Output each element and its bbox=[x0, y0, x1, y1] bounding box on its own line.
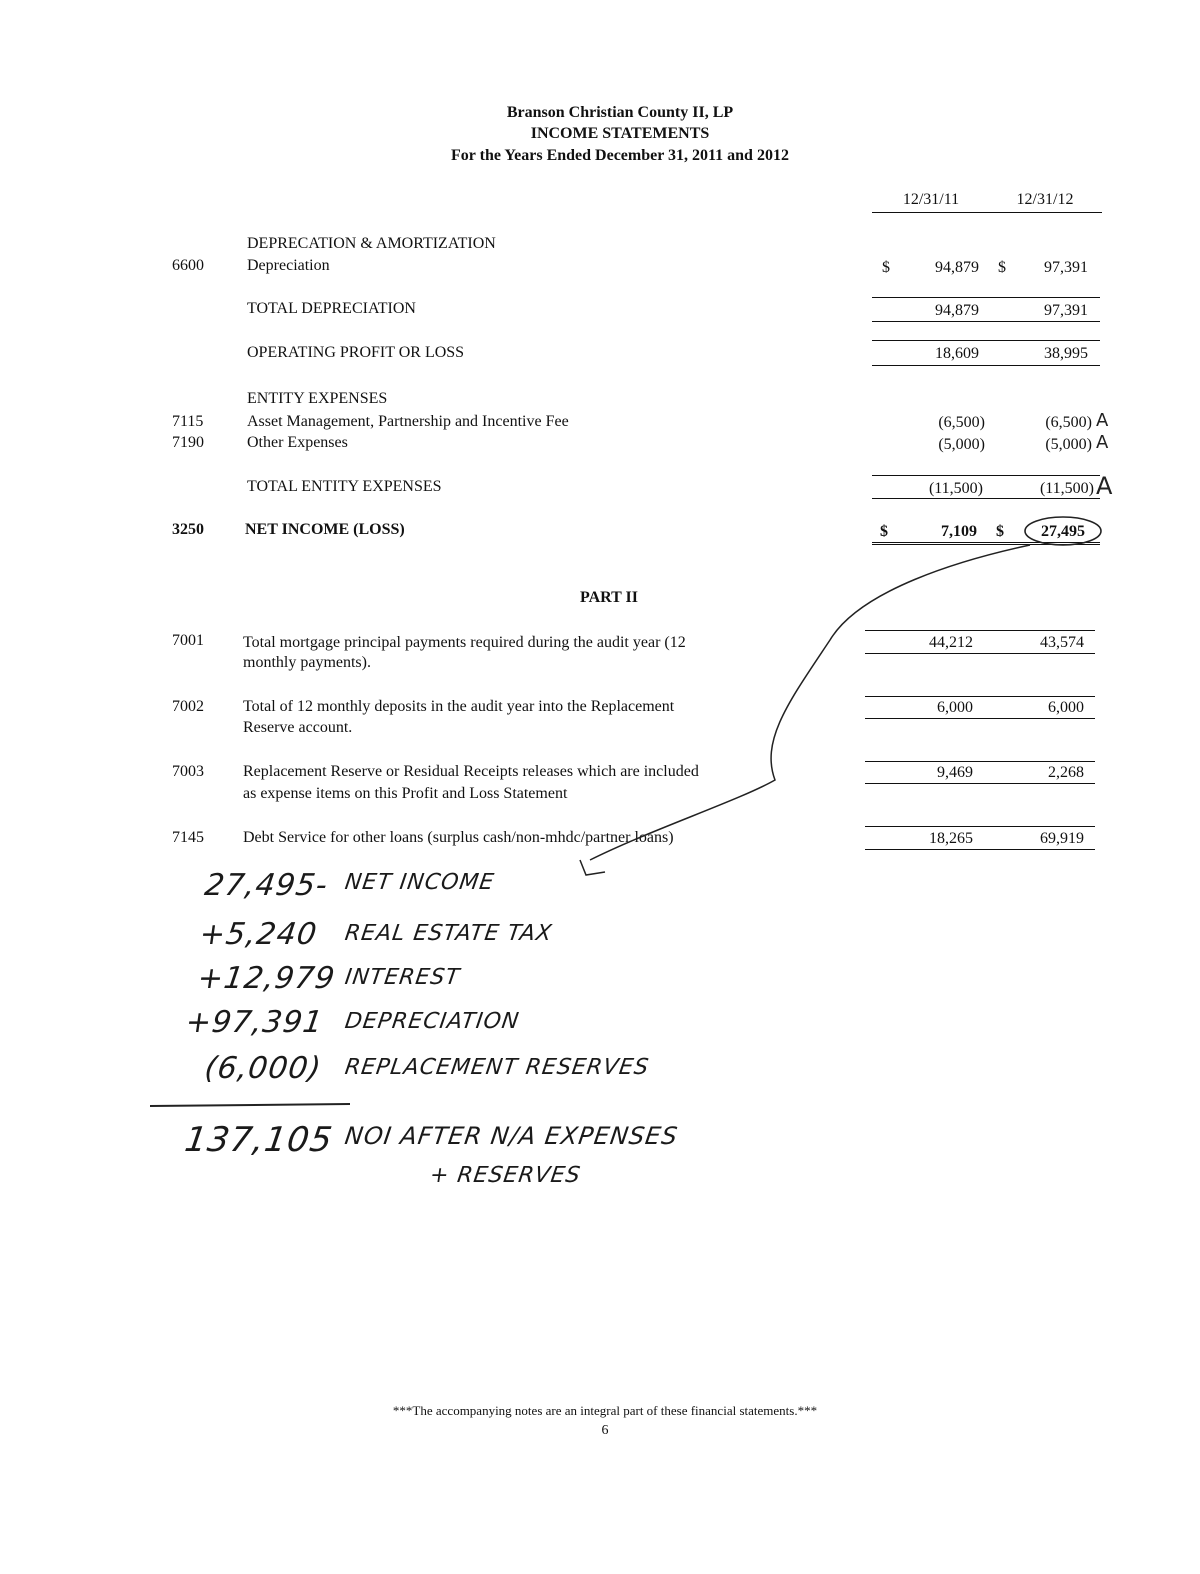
handwritten-total-description: NOI AFTER N/A EXPENSES bbox=[343, 1122, 680, 1150]
reserve-releases-2011: 9,469 bbox=[937, 764, 973, 781]
currency-symbol: $ bbox=[882, 259, 890, 276]
replacement-deposits-2012: 6,000 bbox=[1048, 699, 1084, 716]
handwritten-amount: +5,240 bbox=[197, 917, 320, 952]
arrow-head bbox=[580, 860, 605, 875]
currency-symbol: $ bbox=[998, 259, 1006, 276]
section-entity-title: ENTITY EXPENSES bbox=[247, 390, 388, 407]
handwritten-amount: (6,000) bbox=[202, 1051, 324, 1086]
operating-profit-2011: 18,609 bbox=[935, 345, 979, 362]
total-depreciation-2011: 94,879 bbox=[935, 302, 979, 319]
handwritten-description: REPLACEMENT RESERVES bbox=[343, 1055, 651, 1080]
handwritten-amount: +97,391 bbox=[183, 1005, 326, 1040]
account-code: 6600 bbox=[172, 257, 204, 274]
handwritten-description: DEPRECIATION bbox=[343, 1009, 522, 1034]
net-income-2011: 7,109 bbox=[941, 523, 977, 540]
net-income-label: NET INCOME (LOSS) bbox=[245, 521, 405, 538]
row-label-line2: monthly payments). bbox=[243, 654, 371, 671]
reserve-releases-2012: 2,268 bbox=[1048, 764, 1084, 781]
account-code: 7001 bbox=[172, 632, 204, 649]
handwritten-description: REAL ESTATE TAX bbox=[343, 921, 554, 946]
total-depreciation-label: TOTAL DEPRECIATION bbox=[247, 300, 416, 317]
handwritten-a-mark: A bbox=[1096, 472, 1113, 500]
account-code: 7190 bbox=[172, 434, 204, 451]
mortgage-principal-2012: 43,574 bbox=[1040, 634, 1084, 651]
total-depreciation-2012: 97,391 bbox=[1044, 302, 1088, 319]
handwritten-a-mark: A bbox=[1096, 432, 1109, 453]
account-code: 7145 bbox=[172, 829, 204, 846]
account-code: 7002 bbox=[172, 698, 204, 715]
account-code: 7003 bbox=[172, 763, 204, 780]
column-header-2011: 12/31/11 bbox=[902, 191, 960, 208]
row-label-line2: Reserve account. bbox=[243, 719, 353, 736]
currency-symbol: $ bbox=[880, 523, 888, 540]
debt-service-2012: 69,919 bbox=[1040, 830, 1084, 847]
column-header-2012: 12/31/12 bbox=[1016, 191, 1074, 208]
row-label-line1: Total of 12 monthly deposits in the audit year into the Replacement bbox=[243, 698, 675, 715]
operating-profit-2012: 38,995 bbox=[1044, 345, 1088, 362]
mortgage-principal-2011: 44,212 bbox=[929, 634, 973, 651]
row-label-other-expenses: Other Expenses bbox=[247, 434, 348, 451]
handwritten-amount: 27,495- bbox=[202, 868, 331, 903]
row-label-line1: Replacement Reserve or Residual Receipts releases which are included bbox=[243, 763, 699, 780]
row-label-line2: as expense items on this Profit and Loss Statement bbox=[243, 785, 568, 802]
handwritten-total: 137,105 bbox=[182, 1120, 336, 1160]
depreciation-2011: 94,879 bbox=[935, 259, 979, 276]
company-name: Branson Christian County II, LP bbox=[506, 104, 734, 121]
depreciation-2012: 97,391 bbox=[1044, 259, 1088, 276]
account-code: 3250 bbox=[172, 521, 204, 538]
handwritten-total-description: + RESERVES bbox=[428, 1163, 583, 1188]
row-label-depreciation: Depreciation bbox=[247, 257, 330, 274]
handwritten-amount: +12,979 bbox=[195, 961, 338, 996]
handwritten-description: INTEREST bbox=[343, 965, 462, 990]
row-label-asset-management: Asset Management, Partnership and Incentive Fee bbox=[247, 413, 569, 430]
handwritten-a-mark: A bbox=[1096, 410, 1109, 431]
page-number: 6 bbox=[601, 1423, 609, 1438]
debt-service-2011: 18,265 bbox=[929, 830, 973, 847]
handwritten-description: NET INCOME bbox=[343, 870, 497, 895]
arrow-line bbox=[590, 545, 1030, 860]
other-expenses-2011: (5,000) bbox=[938, 436, 985, 453]
asset-management-2012: (6,500) bbox=[1045, 414, 1092, 431]
row-label-line1: Total mortgage principal payments required during the audit year (12 bbox=[243, 634, 686, 651]
operating-profit-label: OPERATING PROFIT OR LOSS bbox=[247, 344, 465, 361]
currency-symbol: $ bbox=[996, 523, 1004, 540]
statement-period: For the Years Ended December 31, 2011 and 2012 bbox=[451, 147, 789, 164]
footer-note: ***The accompanying notes are an integral part of these financial statements.*** bbox=[392, 1403, 818, 1418]
total-entity-2011: (11,500) bbox=[928, 480, 983, 497]
replacement-deposits-2011: 6,000 bbox=[937, 699, 973, 716]
account-code: 7115 bbox=[172, 413, 204, 430]
asset-management-2011: (6,500) bbox=[938, 414, 985, 431]
other-expenses-2012: (5,000) bbox=[1045, 436, 1092, 453]
section-depreciation-title: DEPRECATION & AMORTIZATION bbox=[247, 235, 496, 252]
row-label-line1: Debt Service for other loans (surplus cash/non-mhdc/partner loans) bbox=[243, 829, 674, 846]
net-income-2012: 27,495 bbox=[1041, 523, 1085, 540]
statement-title: INCOME STATEMENTS bbox=[530, 125, 710, 142]
sum-underline bbox=[150, 1104, 350, 1106]
total-entity-label: TOTAL ENTITY EXPENSES bbox=[247, 478, 442, 495]
part-two-title: PART II bbox=[580, 589, 638, 606]
circle-mark bbox=[1025, 517, 1101, 545]
total-entity-2012: (11,500) bbox=[1039, 480, 1094, 497]
